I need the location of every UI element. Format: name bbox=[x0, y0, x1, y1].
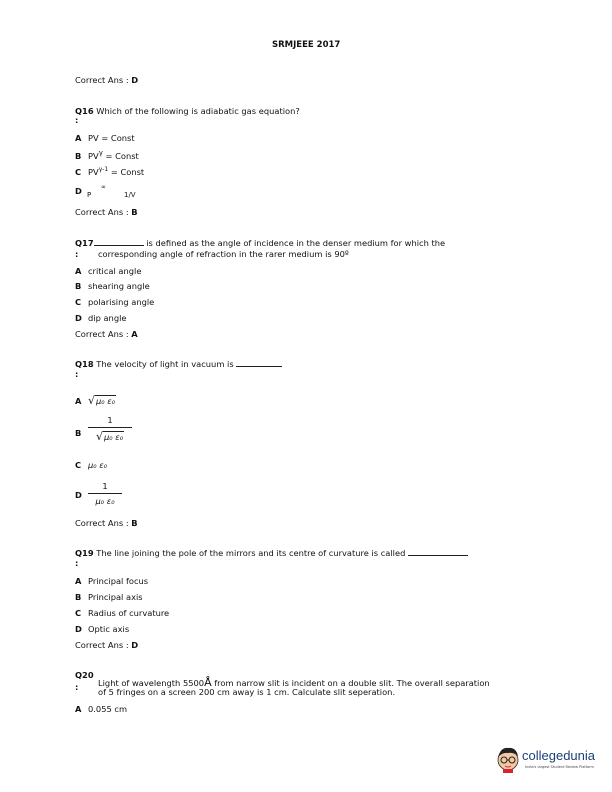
q17-option-a: A critical angle bbox=[75, 266, 142, 276]
q20-number: Q20 bbox=[75, 670, 94, 680]
q16-correct-answer: Correct Ans : B bbox=[75, 207, 138, 217]
q19-question: Q19 The line joining the pole of the mirrors and its centre of curvature is called bbox=[75, 548, 468, 558]
q17-question-line1: Q17 is defined as the angle of incidence in the denser medium for which the bbox=[75, 238, 446, 248]
q19-option-a: A Principal focus bbox=[75, 576, 149, 586]
q17-option-d: D dip angle bbox=[75, 313, 127, 323]
q16-colon: : bbox=[75, 115, 79, 125]
q16-option-d-rhs: 1/V bbox=[124, 191, 136, 199]
q18-option-d-fraction: $\frac{1}{\text{μ₀ ε₀}}$ bbox=[88, 481, 122, 506]
q18-blank bbox=[236, 366, 282, 367]
brand-tagline: India's largest Student Review Platform bbox=[525, 765, 594, 769]
q20-option-a: A 0.055 cm bbox=[75, 704, 128, 714]
q17-correct-answer: Correct Ans : A bbox=[75, 329, 138, 339]
q17-blank bbox=[94, 245, 144, 246]
q18-question: Q18 The velocity of light in vacuum is bbox=[75, 359, 282, 369]
q16-option-b: B $PV^\gamma$ = Const bbox=[75, 149, 139, 161]
q16-option-a: A PV = Const bbox=[75, 133, 135, 143]
q19-correct-answer: Correct Ans : D bbox=[75, 640, 139, 650]
q18-option-b-letter: B bbox=[75, 428, 82, 438]
q15-correct-answer: Correct Ans : D bbox=[75, 75, 139, 85]
q19-blank bbox=[408, 555, 468, 556]
q16-number: Q16 bbox=[75, 106, 94, 116]
q19-option-b: B Principal axis bbox=[75, 592, 143, 602]
q18-option-a: A √μ₀ ε₀ bbox=[75, 394, 116, 407]
q19-option-c: C Radius of curvature bbox=[75, 608, 170, 618]
mascot-icon bbox=[495, 745, 521, 773]
q18-correct-answer: Correct Ans : B bbox=[75, 518, 138, 528]
q16-text: Which of the following is adiabatic gas equation? bbox=[96, 106, 300, 116]
q17-question-line2: corresponding angle of refraction in the rarer medium is 90º bbox=[98, 249, 349, 259]
q20-question-line2: of 5 fringes on a screen 200 cm away is 1 cm. Calculate slit seperation. bbox=[98, 687, 396, 697]
q19-option-d: D Optic axis bbox=[75, 624, 130, 634]
q16-question bbox=[75, 106, 300, 116]
q20-question-line1: Light of wavelength 5500Å from narrow slit is incident on a double slit. The overall separation bbox=[98, 676, 490, 689]
q16-option-d: D bbox=[75, 186, 82, 196]
q18-colon: : bbox=[75, 369, 79, 379]
q20-colon: : bbox=[75, 682, 79, 692]
q18-option-d-letter: D bbox=[75, 490, 82, 500]
q19-colon: : bbox=[75, 558, 79, 568]
q18-option-b-fraction: $\frac{1}{\text{√μ₀ ε₀}}$ bbox=[88, 415, 132, 443]
q17-colon: : bbox=[75, 249, 79, 259]
brand-name: collegedunia bbox=[522, 748, 596, 763]
collegedunia-logo bbox=[495, 745, 605, 779]
q16-option-c: C $PV^{\gamma-1}$ = Const bbox=[75, 166, 145, 177]
q17-option-c: C polarising angle bbox=[75, 297, 155, 307]
q17-option-b: B shearing angle bbox=[75, 281, 150, 291]
q18-option-c: C μ₀ ε₀ bbox=[75, 460, 108, 470]
q16-option-d-p: P bbox=[87, 191, 92, 199]
page-title: SRMJEEE 2017 bbox=[272, 40, 341, 50]
q16-option-d-proportional: ∝ bbox=[101, 183, 107, 191]
